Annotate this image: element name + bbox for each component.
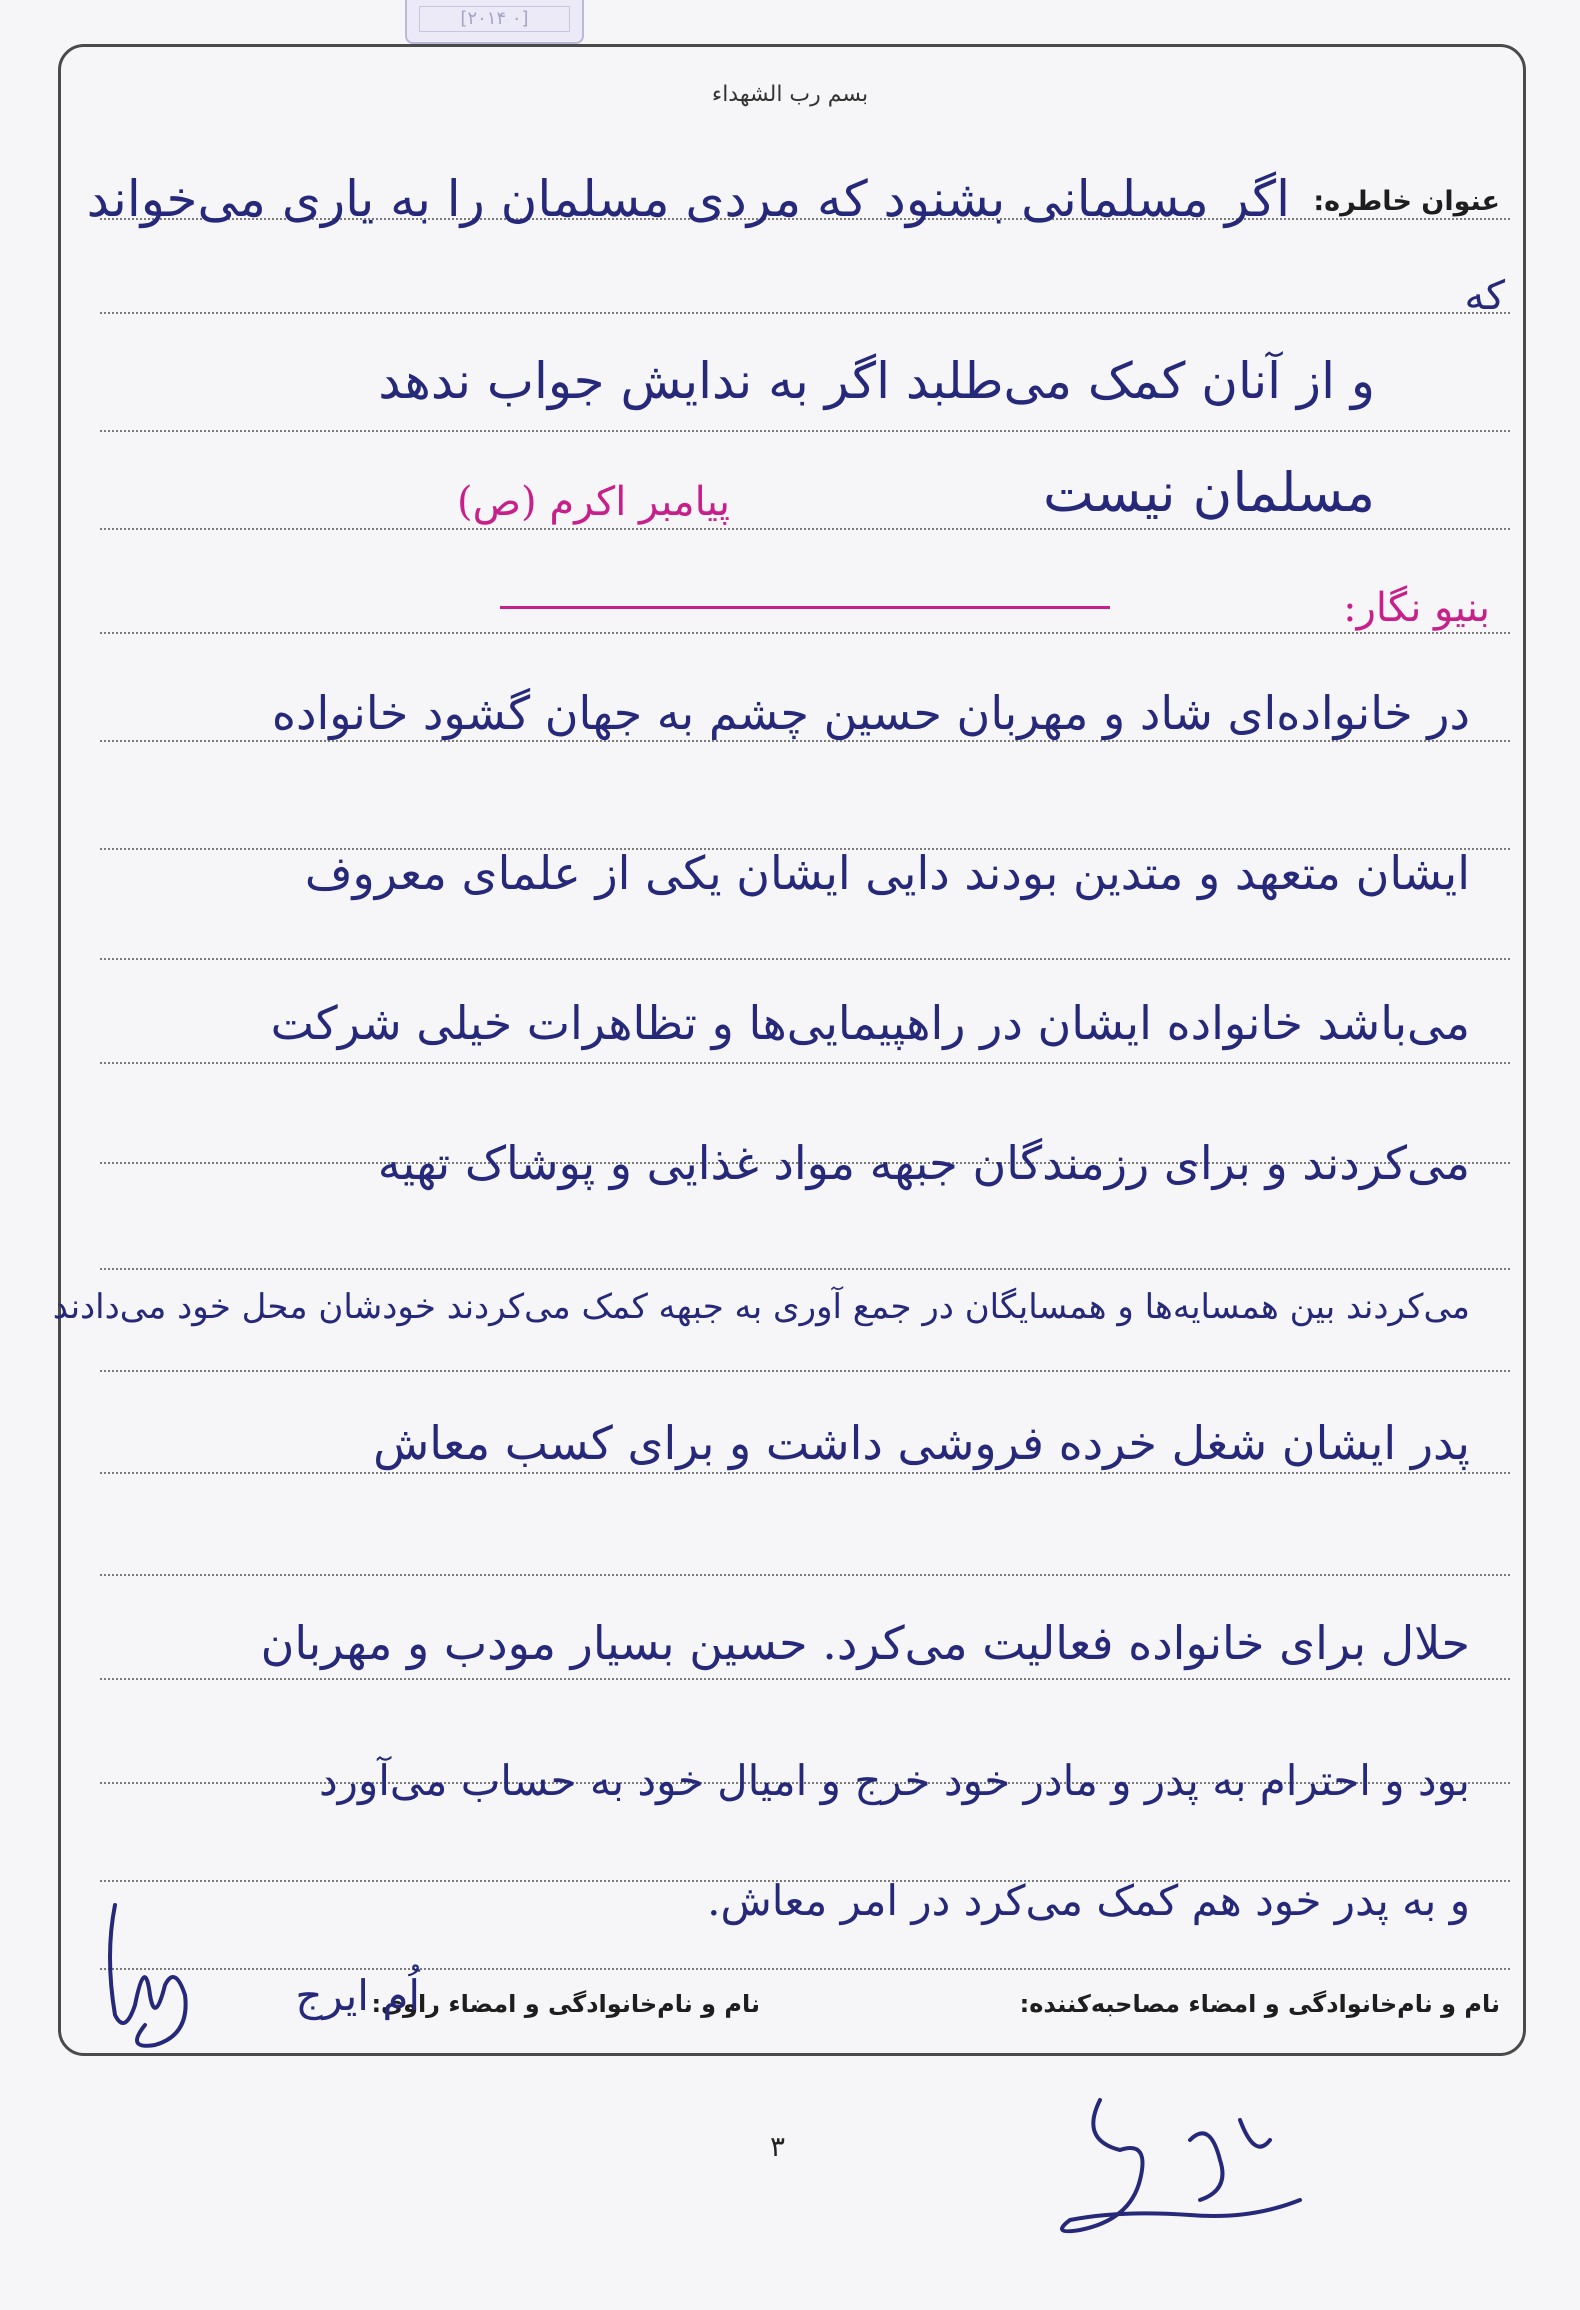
rule-line	[100, 528, 1510, 530]
body-line: می‌کردند و برای رزمندگان جبهه مواد غذایی و پوشاک تهیه	[377, 1136, 1470, 1190]
rule-line	[100, 1062, 1510, 1064]
bismillah-header: بسم رب الشهداء	[711, 82, 869, 107]
body-line: ایشان متعهد و متدین بودند دایی ایشان یکی از علمای معروف	[304, 846, 1470, 900]
rule-line	[100, 632, 1510, 634]
form-frame	[58, 44, 1526, 2056]
rule-line	[100, 740, 1510, 742]
stamp-text: [۰ ۲۰۱۴]	[419, 6, 570, 32]
body-line: در خانواده‌ای شاد و مهربان حسین چشم به جهان گشود خانواده	[271, 686, 1470, 740]
rule-line	[100, 1472, 1510, 1474]
body-line: می‌کردند بین همسایه‌ها و همسایگان در جمع آوری به جبهه کمک می‌کردند خودشان محل خود می‌دادند	[52, 1287, 1470, 1327]
page-number: ۳	[770, 2130, 786, 2163]
rule-line	[100, 430, 1510, 432]
rule-line	[100, 1574, 1510, 1576]
narrator-name-handwriting: اُم ایرج	[295, 1971, 420, 2020]
interviewer-signature	[1040, 2080, 1320, 2260]
title-handwriting-line2: که	[1464, 273, 1505, 319]
narrator-signature	[95, 1895, 205, 2055]
title-handwriting-line4: مسلمان نیست	[1043, 461, 1375, 524]
citation-underline	[500, 606, 1110, 609]
citation: پیامبر اکرم (ص)	[457, 479, 730, 525]
rule-line	[100, 1968, 1510, 1970]
archive-stamp	[405, 0, 584, 44]
body-line: می‌باشد خانواده ایشان در راهپیمایی‌ها و تظاهرات خیلی شرکت	[270, 996, 1470, 1050]
section-label: بنیو نگار:	[1343, 585, 1490, 631]
rule-line	[100, 1268, 1510, 1270]
body-line: بود و احترام به پدر و مادر خود خرج و امیال خود به حساب می‌آورد	[318, 1756, 1470, 1805]
title-handwriting-line3: و از آنان کمک می‌طلبد اگر به ندایش جواب ندهد	[378, 352, 1375, 410]
rule-line	[100, 1370, 1510, 1372]
title-label: عنوان خاطره:	[1313, 186, 1500, 217]
rule-line	[100, 1678, 1510, 1680]
interviewer-label: نام و نام‌خانوادگی و امضاء مصاحبه‌کننده:	[1019, 1990, 1500, 2018]
body-line: حلال برای خانواده فعالیت می‌کرد. حسین بسیار مودب و مهربان	[260, 1616, 1470, 1670]
rule-line	[100, 958, 1510, 960]
body-line: پدر ایشان شغل خرده فروشی داشت و برای کسب معاش	[373, 1416, 1470, 1470]
title-handwriting-line1: اگر مسلمانی بشنود که مردی مسلمان را به یاری می‌خواند	[86, 170, 1290, 228]
body-line: و به پدر خود هم کمک می‌کرد در امر معاش.	[707, 1876, 1470, 1925]
rule-line	[100, 312, 1510, 314]
narrator-label: نام و نام‌خانوادگی و امضاء راوی:	[371, 1990, 760, 2018]
